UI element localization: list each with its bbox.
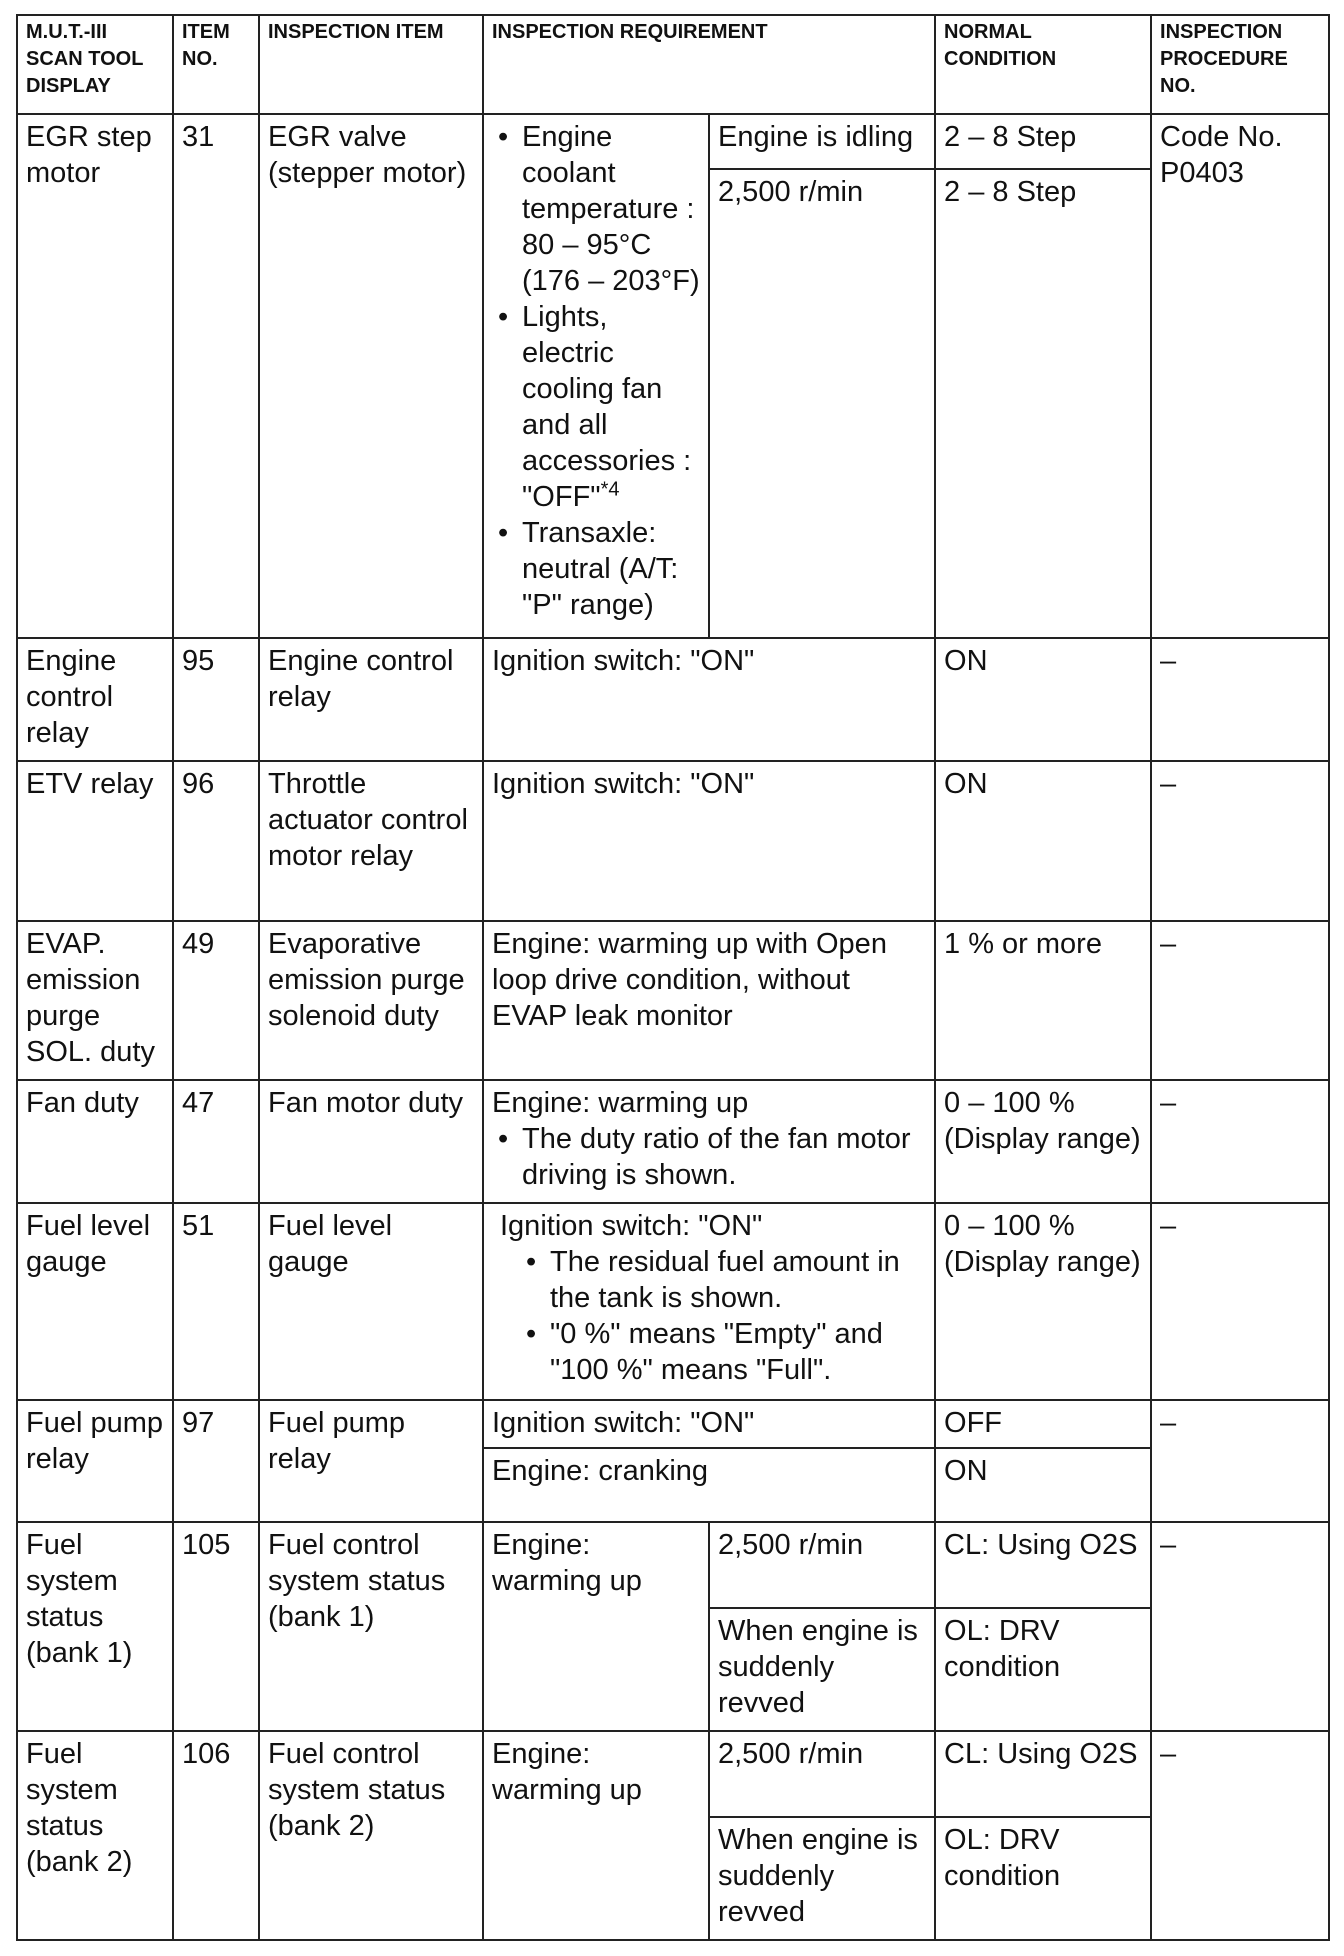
item-no-cell: 47 — [173, 1080, 259, 1203]
requirement-cell: Ignition switch: "ON" — [483, 638, 935, 761]
footnote-mark: *4 — [600, 478, 620, 501]
normal-condition-cell: OL: DRV condition — [935, 1608, 1151, 1731]
display-cell: Engine control relay — [17, 638, 173, 761]
normal-condition-cell: 2 – 8 Step — [935, 114, 1151, 169]
item-no-cell: 31 — [173, 114, 259, 638]
display-cell: Fuel pump relay — [17, 1400, 173, 1523]
table-row — [17, 1203, 1329, 1400]
item-no-cell: 96 — [173, 761, 259, 921]
procedure-cell: – — [1151, 1522, 1329, 1731]
table-row — [17, 1400, 1329, 1448]
list-item: • "0 %" means "Empty" and "100 %" means "Full". — [520, 1316, 926, 1388]
requirement-cell: Ignition switch: "ON" — [483, 1400, 935, 1448]
display-cell: Fuel system status (bank 1) — [17, 1522, 173, 1731]
normal-condition-cell: 0 – 100 % (Display range) — [935, 1080, 1151, 1203]
requirement-cell — [483, 114, 709, 638]
normal-condition-cell: 1 % or more — [935, 921, 1151, 1081]
table-row — [17, 638, 1329, 761]
display-cell: Fuel system status (bank 2) — [17, 1731, 173, 1940]
inspection-item-cell: Evaporative emission purge solenoid duty — [259, 921, 483, 1081]
requirement-cell: Engine: warming up — [483, 1522, 709, 1731]
normal-condition-cell: CL: Using O2S — [935, 1731, 1151, 1817]
inspection-item-cell: Fuel pump relay — [259, 1400, 483, 1523]
inspection-item-cell: Engine control relay — [259, 638, 483, 761]
procedure-cell: – — [1151, 638, 1329, 761]
list-item: • The residual fuel amount in the tank is shown. — [520, 1244, 926, 1316]
sub-condition-cell: 2,500 r/min — [709, 1731, 935, 1817]
normal-condition-cell: OFF — [935, 1400, 1151, 1448]
requirement-bullets — [492, 119, 700, 623]
item-no-cell: 105 — [173, 1522, 259, 1731]
inspection-item-cell: Fuel control system status (bank 1) — [259, 1522, 483, 1731]
procedure-cell: – — [1151, 1203, 1329, 1400]
item-no-cell: 49 — [173, 921, 259, 1081]
procedure-cell: – — [1151, 921, 1329, 1081]
display-cell: Fan duty — [17, 1080, 173, 1203]
table-row — [17, 921, 1329, 1081]
requirement-cell: Engine: cranking — [483, 1448, 935, 1523]
requirement-text: Ignition switch: "ON" — [500, 1210, 763, 1242]
sub-condition-cell: 2,500 r/min — [709, 169, 935, 638]
display-cell: EVAP. emission purge SOL. duty — [17, 921, 173, 1081]
requirement-cell: Ignition switch: "ON" — [483, 761, 935, 921]
list-item: • Transaxle: neutral (A/T: "P" range) — [492, 515, 700, 623]
procedure-cell: – — [1151, 761, 1329, 921]
display-cell: ETV relay — [17, 761, 173, 921]
normal-condition-cell: OL: DRV condition — [935, 1817, 1151, 1940]
table-row — [17, 761, 1329, 921]
item-no-cell: 97 — [173, 1400, 259, 1523]
header-item-no: ITEM NO. — [173, 15, 259, 114]
inspection-item-cell: Fan motor duty — [259, 1080, 483, 1203]
table-row — [17, 1731, 1329, 1817]
normal-condition-cell: ON — [935, 761, 1151, 921]
requirement-bullets — [520, 1244, 926, 1388]
requirement-bullets — [492, 1121, 926, 1193]
inspection-table — [16, 14, 1330, 1941]
procedure-cell: Code No. P0403 — [1151, 114, 1329, 638]
header-display: M.U.T.-III SCAN TOOL DISPLAY — [17, 15, 173, 114]
procedure-cell: – — [1151, 1400, 1329, 1523]
normal-condition-cell: ON — [935, 1448, 1151, 1523]
normal-condition-cell: 2 – 8 Step — [935, 169, 1151, 638]
procedure-cell: – — [1151, 1080, 1329, 1203]
requirement-cell — [483, 1203, 935, 1400]
header-inspection-procedure: INSPECTION PROCEDURE NO. — [1151, 15, 1329, 114]
sub-condition-cell: Engine is idling — [709, 114, 935, 169]
requirement-cell: Engine: warming up — [483, 1731, 709, 1940]
normal-condition-cell: CL: Using O2S — [935, 1522, 1151, 1608]
item-no-cell: 51 — [173, 1203, 259, 1400]
inspection-item-cell: Throttle actuator control motor relay — [259, 761, 483, 921]
table-row — [17, 1080, 1329, 1203]
list-item — [492, 299, 700, 515]
requirement-cell: Engine: warming up with Open loop drive condition, without EVAP leak monitor — [483, 921, 935, 1081]
header-row — [17, 15, 1329, 114]
inspection-item-cell: Fuel control system status (bank 2) — [259, 1731, 483, 1940]
sub-condition-cell: When engine is suddenly revved — [709, 1817, 935, 1940]
sub-condition-cell: 2,500 r/min — [709, 1522, 935, 1608]
inspection-item-cell: EGR valve (stepper motor) — [259, 114, 483, 638]
header-inspection-item: INSPECTION ITEM — [259, 15, 483, 114]
display-cell: Fuel level gauge — [17, 1203, 173, 1400]
header-normal-condition: NORMAL CONDITION — [935, 15, 1151, 114]
list-item: • The duty ratio of the fan motor driving is shown. — [492, 1121, 926, 1193]
item-no-cell: 95 — [173, 638, 259, 761]
normal-condition-cell: 0 – 100 % (Display range) — [935, 1203, 1151, 1400]
procedure-cell: – — [1151, 1731, 1329, 1940]
display-cell: EGR step motor — [17, 114, 173, 638]
requirement-cell — [483, 1080, 935, 1203]
table-row — [17, 114, 1329, 169]
item-no-cell: 106 — [173, 1731, 259, 1940]
bullet-text: Lights, electric cooling fan and all accessories : "OFF" — [522, 301, 692, 513]
normal-condition-cell: ON — [935, 638, 1151, 761]
list-item: • Engine coolant temperature : 80 – 95°C (176 – 203°F) — [492, 119, 700, 299]
sub-condition-cell: When engine is suddenly revved — [709, 1608, 935, 1731]
inspection-item-cell: Fuel level gauge — [259, 1203, 483, 1400]
requirement-text: Engine: warming up — [492, 1087, 749, 1120]
table-row — [17, 1522, 1329, 1608]
header-inspection-requirement: INSPECTION REQUIREMENT — [483, 15, 935, 114]
